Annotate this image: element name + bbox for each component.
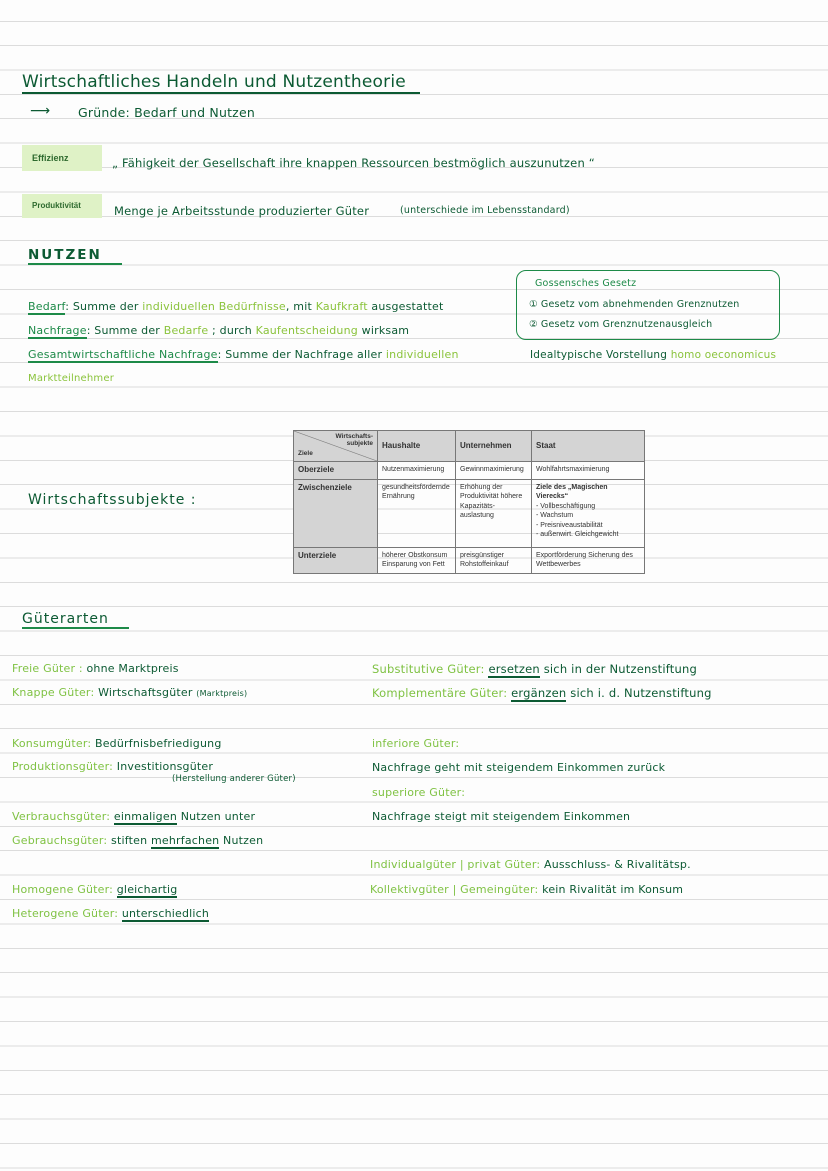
produktivitaet-tag: Produktivität — [22, 194, 102, 218]
table-cell: gesundheitsfördernde Ernährung — [378, 479, 456, 547]
gesamt-line-cont: Marktteilnehmer — [28, 373, 115, 384]
table-corner-cell — [294, 431, 378, 462]
gueterarten-heading: Güterarten — [22, 611, 129, 629]
corner-bottom-label: Ziele — [298, 450, 313, 458]
effizienz-definition: „ Fähigkeit der Gesellschaft ihre knappen Ressourcen bestmöglich auszunutzen “ — [112, 156, 595, 170]
gesamt-line: Gesamtwirtschaftliche Nachfrage: Summe der Nachfrage aller individuellen — [28, 348, 459, 361]
table-header-haushalte: Haushalte — [378, 431, 456, 462]
table-row-label: Unterziele — [294, 547, 378, 573]
bedarf-line: Bedarf: Summe der individuellen Bedürfnisse, mit Kaufkraft ausgestattet — [28, 300, 444, 313]
wirtschaftssubjekte-label: Wirtschaftssubjekte : — [28, 492, 197, 508]
table-header-unternehmen: Unternehmen — [456, 431, 532, 462]
superiore-gueter: superiore Güter: — [372, 786, 466, 799]
substitutive-gueter: Substitutive Güter: ersetzen sich in der Nutzenstiftung — [372, 662, 697, 676]
arrow-icon: ⟶ — [30, 103, 51, 119]
corner-top-label: Wirtschafts- subjekte — [335, 433, 373, 448]
freie-gueter: Freie Güter : ohne Marktpreis — [12, 662, 179, 675]
inferiore-gueter: inferiore Güter: — [372, 737, 460, 750]
table-cell: höherer Obstkonsum Einsparung von Fett — [378, 547, 456, 573]
table-cell: Exportförderung Sicherung des Wettbewerbes — [532, 547, 645, 573]
produktivitaet-definition: Menge je Arbeitsstunde produzierter Güter — [114, 204, 370, 218]
wirtschaftssubjekte-table — [293, 430, 645, 574]
homogene-gueter: Homogene Güter: gleichartig — [12, 883, 178, 896]
table-cell: Erhöhung der Produktivität höhere Kapazitäts-auslastung — [456, 479, 532, 547]
effizienz-tag: Effizienz — [22, 145, 102, 171]
table-row-label: Zwischenziele — [294, 479, 378, 547]
table-header-staat: Staat — [532, 431, 645, 462]
superiore-def: Nachfrage steigt mit steigendem Einkommen — [372, 810, 631, 823]
verbrauchsgueter: Verbrauchsgüter: einmaligen Nutzen unter — [12, 810, 256, 823]
table-row-label: Oberziele — [294, 462, 378, 480]
gossen-title: Gossensches Gesetz — [535, 278, 637, 289]
individualgueter: Individualgüter | privat Güter: Ausschluss- & Rivalitätsp. — [370, 858, 691, 871]
gossen-law-2: ② Gesetz vom Grenznutzenausgleich — [529, 319, 713, 330]
table-cell: preisgünstiger Rohstoffeinkauf — [456, 547, 532, 573]
table-cell: Nutzenmaximierung — [378, 462, 456, 480]
nachfrage-term: Nachfrage — [28, 324, 87, 337]
table-cell: Gewinnmaximierung — [456, 462, 532, 480]
gruende-line: Gründe: Bedarf und Nutzen — [78, 105, 255, 120]
knappe-gueter: Knappe Güter: Wirtschaftsgüter (Marktpreis) — [12, 686, 248, 699]
produktionsgueter-note: (Herstellung anderer Güter) — [172, 774, 296, 784]
konsumgueter: Konsumgüter: Bedürfnisbefriedigung — [12, 737, 222, 750]
komplementaere-gueter: Komplementäre Güter: ergänzen sich i. d. Nutzenstiftung — [372, 686, 712, 700]
page-title: Wirtschaftliches Handeln und Nutzentheorie — [22, 72, 420, 94]
nutzen-heading: NUTZEN — [28, 247, 122, 265]
produktivitaet-note: (unterschiede im Lebensstandard) — [400, 205, 570, 216]
table-cell: Wohlfahrtsmaximierung — [532, 462, 645, 480]
bedarf-term: Bedarf — [28, 300, 66, 313]
heterogene-gueter: Heterogene Güter: unterschiedlich — [12, 907, 210, 920]
nachfrage-line: Nachfrage: Summe der Bedarfe ; durch Kaufentscheidung wirksam — [28, 324, 410, 337]
gossen-law-1: ① Gesetz vom abnehmenden Grenznutzen — [529, 299, 740, 310]
gesamt-term: Gesamtwirtschaftliche Nachfrage — [28, 348, 218, 361]
inferiore-def: Nachfrage geht mit steigendem Einkommen zurück — [372, 761, 666, 774]
produktionsgueter: Produktionsgüter: Investitionsgüter — [12, 760, 214, 773]
table-cell-magisches-viereck: Ziele des „Magischen Vierecks“ - Vollbeschäftigung - Wachstum - Preisniveaustabilität - außenwirt. Gleichgewicht — [532, 479, 645, 547]
kollektivgueter: Kollektivgüter | Gemeingüter: kein Rivalität im Konsum — [370, 883, 684, 896]
ideal-line: Idealtypische Vorstellung homo oeconomicus — [530, 349, 777, 361]
gebrauchsgueter: Gebrauchsgüter: stiften mehrfachen Nutzen — [12, 834, 264, 847]
